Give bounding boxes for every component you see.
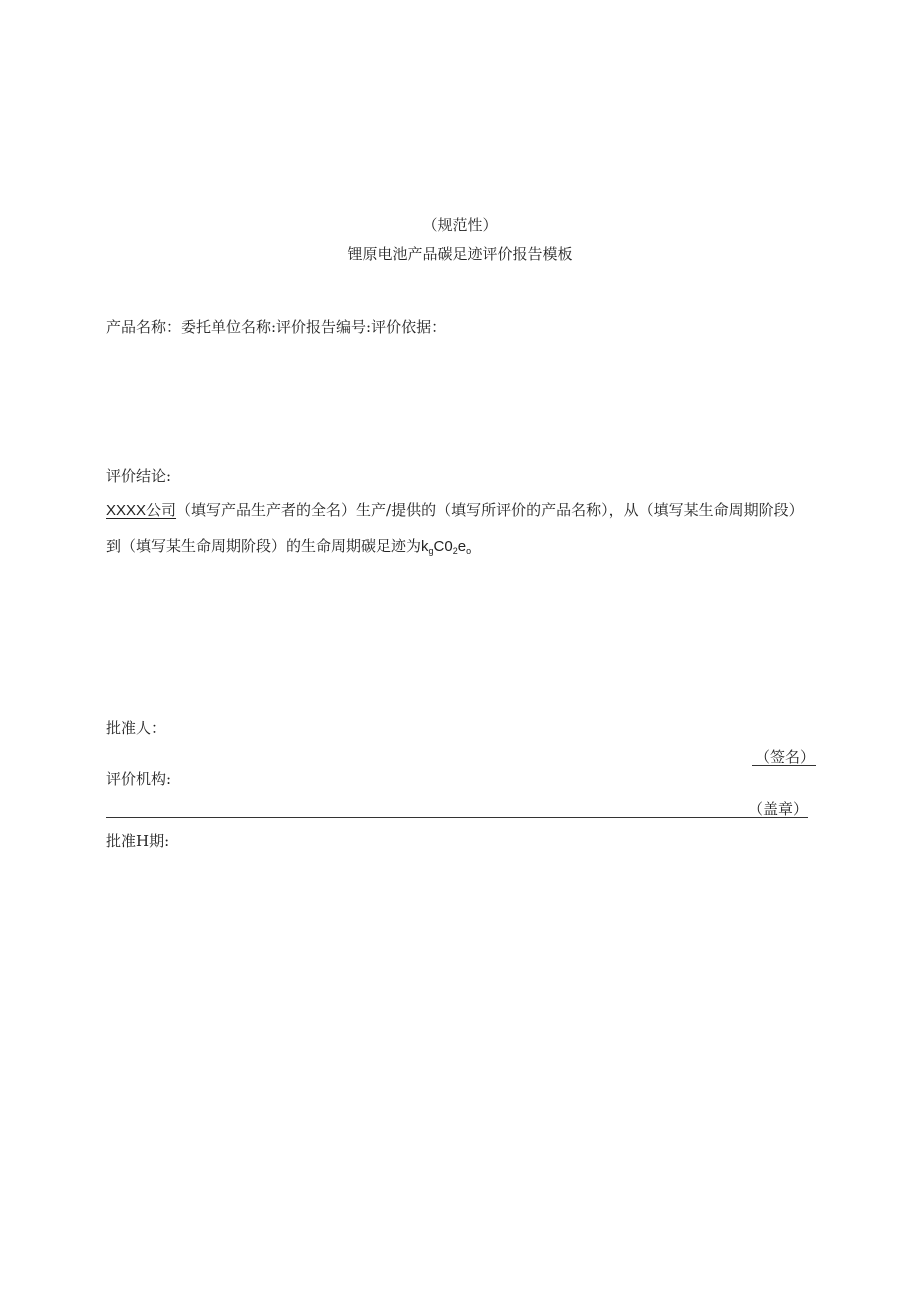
approver-label: 批准人：: [106, 719, 167, 737]
carbon-unit: [421, 538, 471, 555]
seal-line: [106, 817, 808, 818]
seal-note: （盖章）: [748, 800, 809, 818]
unit-end-mark: o: [466, 546, 472, 556]
unit-co: C0: [433, 538, 453, 555]
conclusion-line-2: [106, 535, 471, 556]
document-title: 锂原电池产品碳足迹评价报告模板: [347, 245, 573, 263]
unit-subscript-2: 2: [452, 546, 458, 556]
approval-date-label: 批准H期:: [106, 832, 170, 850]
conclusion-label: 评价结论:: [106, 467, 172, 485]
unit-k: k: [421, 538, 429, 555]
company-name: XXXX公司: [106, 502, 177, 519]
signature-note: （签名）: [755, 748, 816, 766]
signature-line: [752, 765, 816, 766]
conclusion-line-2-text: 到（填写某生命周期阶段）的生命周期碳足迹为: [106, 537, 422, 555]
unit-e: e: [457, 538, 467, 555]
report-info-line: 产品名称：委托单位名称:评价报告编号:评价依据：: [106, 318, 447, 336]
normative-note: （规范性）: [422, 216, 498, 234]
unit-g: g: [428, 546, 434, 556]
organization-label: 评价机构:: [106, 770, 172, 788]
conclusion-line-1: [106, 499, 804, 520]
conclusion-line-1-text: （填写产品生产者的全名）生产/提供的（填写所评价的产品名称），从（填写某生命周期阶段）: [176, 501, 804, 519]
